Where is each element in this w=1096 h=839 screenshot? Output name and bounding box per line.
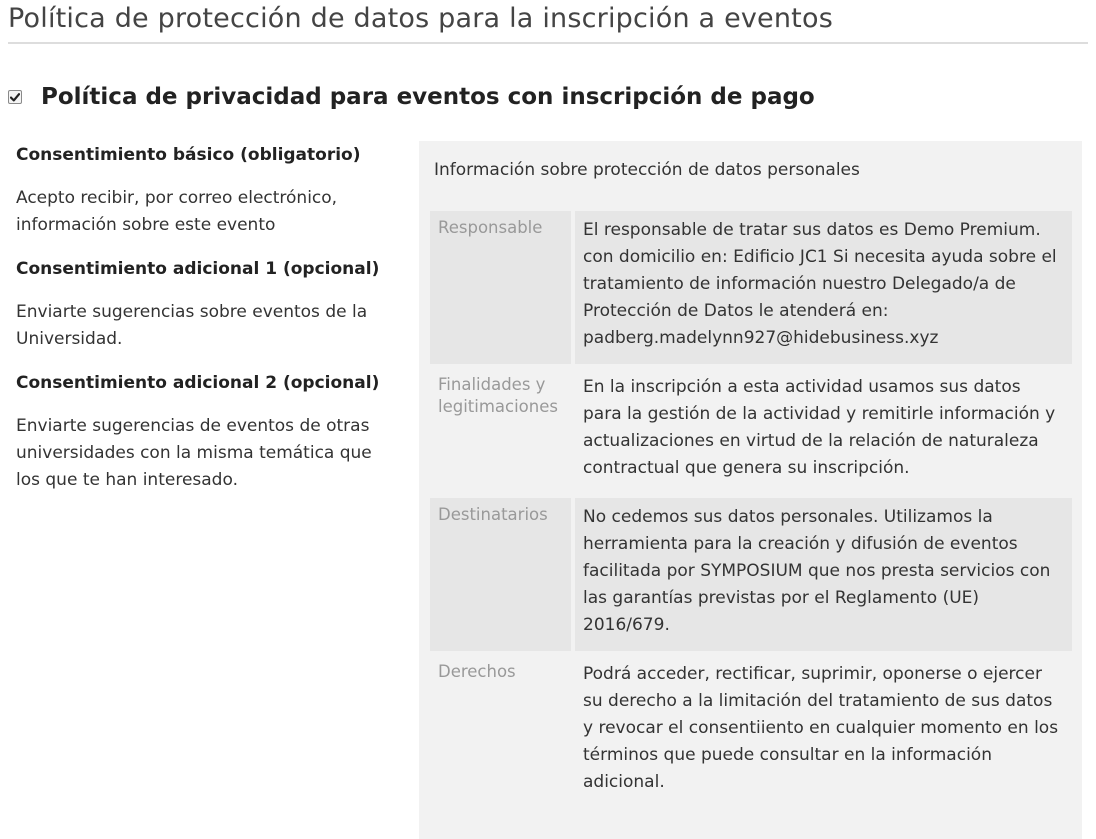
consent-additional-1-text: Enviarte sugerencias sobre eventos de la Universidad. [16, 302, 368, 349]
info-value: En la inscripción a esta actividad usamos sus datos para la gestión de la actividad y remitirle información y actualizaciones en virtud de la relación de naturaleza contractual que genera su inscripción. [575, 368, 1072, 494]
consent-additional-2-title: Consentimiento adicional 2 (opcional) [16, 373, 380, 393]
policy-checkbox[interactable] [8, 90, 22, 104]
info-value: Podrá acceder, rectificar, suprimir, oponerse o ejercer su derecho a la limitación del tratamiento de sus datos y revocar el consentiiento en cualquier momento en los términos que puede consultar en la información adicional. [575, 655, 1072, 808]
consent-additional-2-text: Enviarte sugerencias de eventos de otras universidades con la misma temática que los que te han interesado. [16, 416, 372, 490]
info-label: Destinatarios [430, 498, 571, 651]
consent-additional-1-title: Consentimiento adicional 1 (opcional) [16, 259, 380, 279]
info-value: El responsable de tratar sus datos es Demo Premium. con domicilio en: Edificio JC1 Si necesita ayuda sobre el tratamiento de información nuestro Delegado/a de Protección de Datos le atenderá en: padberg.madelynn927@hidebusiness.xyz [575, 211, 1072, 364]
consent-basic-text: Acepto recibir, por correo electrónico, información sobre este evento [16, 188, 338, 235]
info-row-finalidades [430, 368, 1072, 494]
page-title: Política de protección de datos para la inscripción a eventos [8, 0, 1088, 44]
info-label: Derechos [430, 655, 571, 808]
info-label: Responsable [430, 211, 571, 364]
info-value: No cedemos sus datos personales. Utilizamos la herramienta para la creación y difusión de eventos facilitada por SYMPOSIUM que nos presta servicios con las garantías previstas por el Reglamento (UE) 2016/679. [575, 498, 1072, 651]
policy-title: Política de privacidad para eventos con inscripción de pago [41, 84, 815, 110]
policy-header [8, 80, 815, 114]
consent-basic-title: Consentimiento básico (obligatorio) [16, 145, 361, 165]
checkmark-icon [10, 93, 20, 102]
consents-column [16, 142, 391, 511]
info-row-destinatarios [430, 498, 1072, 651]
info-row-responsable [430, 211, 1072, 364]
info-row-derechos [430, 655, 1072, 808]
info-label: Finalidades y legitimaciones [430, 368, 571, 494]
info-heading: Información sobre protección de datos personales [434, 160, 860, 180]
info-table [430, 211, 1072, 812]
data-protection-info-panel [419, 141, 1082, 839]
